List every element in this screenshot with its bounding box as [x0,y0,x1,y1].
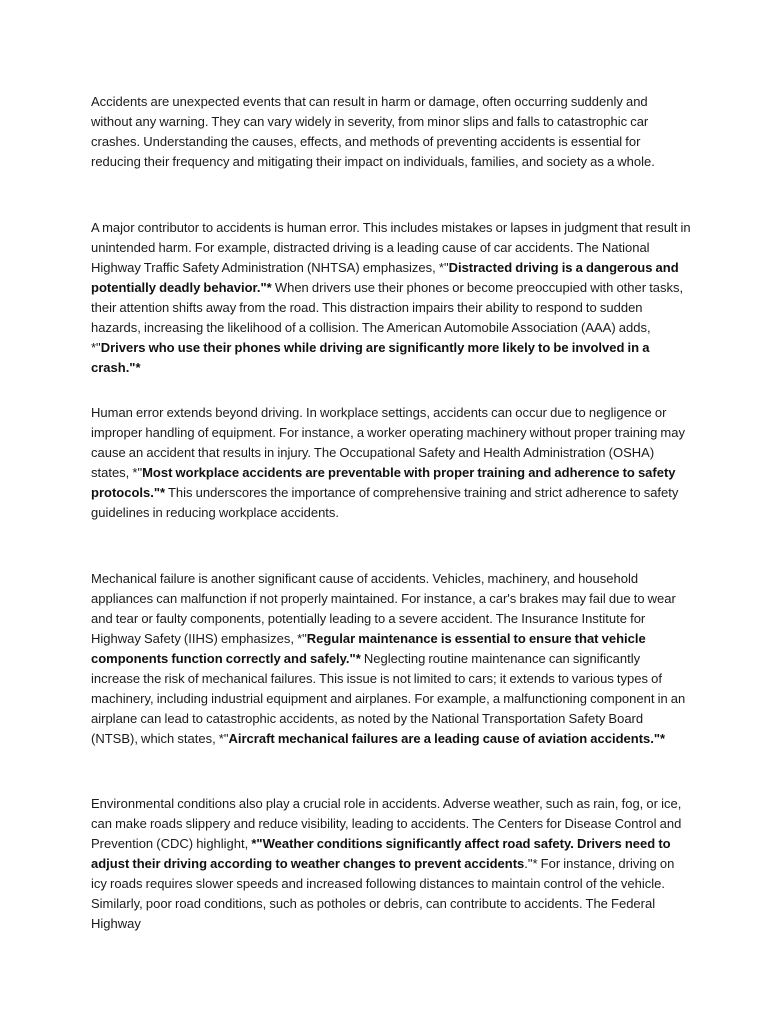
paragraph-text: Neglecting routine maintenance can significantly increase the risk of mechanical failures. This issue is not limited to cars; it extends to various types of machinery, including industrial equipment and airplanes. For example, a malfunctioning component in an airplane can lead to catastrophic accidents, as noted by the National Transportation Safety Board (NTSB), which states, *" [91,651,686,746]
quote-cdc: *"Weather conditions significantly affect road safety. Drivers need to adjust their driving according to weather changes to prevent accidents [91,836,671,871]
quote-iihs: Regular maintenance is essential to ensure that vehicle components function correctly and safely."* [91,631,646,666]
paragraph-workplace [91,403,691,523]
paragraph-introduction [91,92,691,172]
quote-nhtsa: Distracted driving is a dangerous and potentially deadly behavior."* [91,260,679,295]
paragraph-mechanical-failure [91,569,691,749]
paragraph-human-error [91,218,691,378]
quote-aaa: Drivers who use their phones while driving are significantly more likely to be involved in a crash."* [91,340,650,375]
paragraph-text: Accidents are unexpected events that can result in harm or damage, often occurring suddenly and without any warning. They can vary widely in severity, from minor slips and falls to catastrophic car crashes. Understanding the causes, effects, and methods of preventing accidents is essential for reducing their frequency and mitigating their impact on individuals, families, and society as a whole. [91,94,655,169]
quote-ntsb: Aircraft mechanical failures are a leading cause of aviation accidents."* [228,731,666,746]
quote-osha: Most workplace accidents are preventable with proper training and adherence to safety protocols."* [91,465,676,500]
paragraph-text: Mechanical failure is another significant cause of accidents. Vehicles, machinery, and household appliances can malfunction if not properly maintained. For instance, a car's brakes may fail due to wear and tear or faulty components, potentially leading to a severe accident. The Insurance Institute for Highway Safety (IIHS) emphasizes, *" [91,571,676,646]
paragraph-text: Environmental conditions also play a crucial role in accidents. Adverse weather, such as rain, fog, or ice, can make roads slippery and reduce visibility, leading to accidents. The Centers for Disease Control and Prevention (CDC) highlight, [91,796,682,851]
paragraph-environmental [91,794,691,934]
paragraph-text: ."* For instance, driving on icy roads requires slower speeds and increased following distances to maintain control of the vehicle. Similarly, poor road conditions, such as potholes or debris, can contribute to accidents. The Federal Highway [91,856,675,931]
paragraph-text: When drivers use their phones or become preoccupied with other tasks, their attention shifts away from the road. This distraction impairs their ability to respond to sudden hazards, increasing the likelihood of a collision. The American Automobile Association (AAA) adds, *" [91,280,684,355]
paragraph-text: A major contributor to accidents is human error. This includes mistakes or lapses in judgment that result in unintended harm. For example, distracted driving is a leading cause of car accidents. The National Highway Traffic Safety Administration (NHTSA) emphasizes, *" [91,220,691,275]
paragraph-text: Human error extends beyond driving. In workplace settings, accidents can occur due to negligence or improper handling of equipment. For instance, a worker operating machinery without proper training may cause an accident that results in injury. The Occupational Safety and Health Administration (OSHA) states, *" [91,405,685,480]
paragraph-text: This underscores the importance of comprehensive training and strict adherence to safety guidelines in reducing workplace accidents. [91,485,679,520]
